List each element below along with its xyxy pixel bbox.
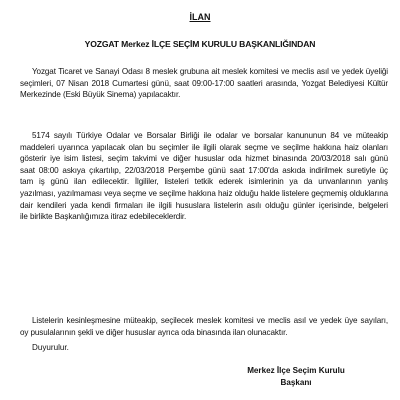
paragraph-line: Merkezinde (Eski Büyük Sinema) yapılacaktır. (20, 90, 181, 100)
paragraph-line: saat 08:00 askıya çıkartılıp, 22/03/2018 Perşembe günü saat 17:00'da askıda indirilmek suretiyle üç (20, 165, 388, 175)
paragraph-line: ile birlikte Başkanlığımıza itiraz edebileceklerdir. (20, 212, 187, 222)
paragraph-line: maddeleri uyarınca yapılacak olan bu seçimler ile ilgili olarak seçme ve seçilme hakkına haiz olanları (20, 142, 388, 152)
announcement-heading: İLAN (189, 12, 211, 22)
paragraph-line: gösterir iye isim listesi, seçim takvimi ve diğer hususlar oda hizmet binasında 20/03/2018 salı günü (20, 154, 388, 164)
paragraph-line: dair kendileri yada kendi firmaları ile ilgili hususlara listelerin asılı olduğu günler içerisinde, belgeleri (20, 200, 388, 210)
signature-authority: Merkez İlçe Seçim Kurulu (247, 366, 345, 375)
paragraph-line: Listelerin kesinleşmesine müteakip, seçilecek meslek komitesi ve meclis asıl ve yedek üye sayıları, (32, 316, 388, 325)
issuing-authority-title: YOZGAT Merkez İLÇE SEÇİM KURULU BAŞKANLIĞINDAN (84, 39, 316, 49)
final-lists-paragraph (20, 315, 388, 338)
signature-block (236, 365, 356, 389)
paragraph-line: 5174 sayılı Türkiye Odalar ve Borsalar Birliği ile odalar ve borsalar kanununun 84 ve müteakip (32, 131, 388, 140)
election-date-paragraph (20, 66, 388, 101)
paragraph-line: yazılması, yazılmaması veya seçme ve seçilme hakkına haiz olduğu halde listelere geçmemiş olduklarına (20, 188, 388, 198)
closing-remark: Duyurulur. (32, 343, 69, 352)
paragraph-line: oy pusulalarının şekli ve diğer hususlar ayrıca oda binasında ilan olunacaktır. (20, 327, 288, 337)
signature-title: Başkanı (280, 378, 312, 387)
voter-list-paragraph (20, 130, 388, 223)
paragraph-line: Yozgat Ticaret ve Sanayi Odası 8 meslek grubuna ait meslek komitesi ve meclis asıl ve yedek üyeliği (32, 67, 388, 76)
paragraph-line: tam iş günü ilan edilecektir. İlgililer, listeleri tetkik ederek isimlerinin ya da unvanlarının yanlış (20, 177, 388, 187)
paragraph-line: seçimleri, 07 Nisan 2018 Cumartesi günü, saat 09:00-17:00 saatleri arasında, Yozgat Belediyesi Kültür (20, 78, 388, 88)
